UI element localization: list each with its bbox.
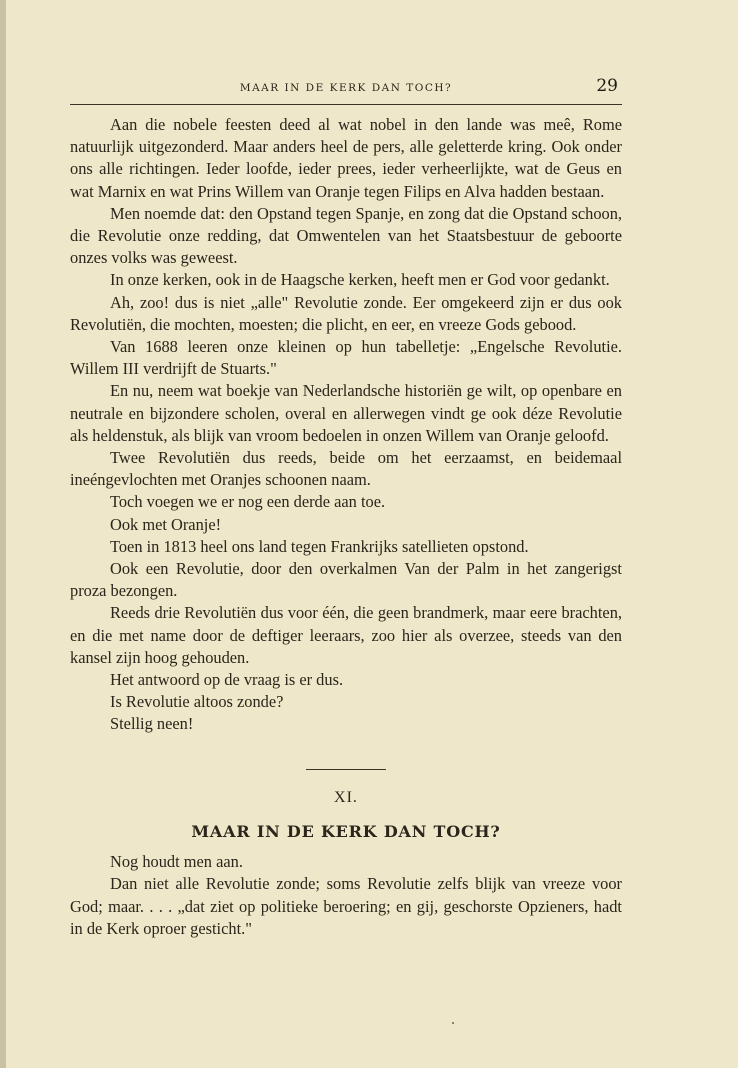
paragraph: En nu, neem wat boekje van Nederlandsche historiën ge wilt, op openbare en neutrale en bijzondere scholen, overal en allerwegen vindt ge ook déze Revolutie als heldenstuk, als blijk van vroom bedoelen in onzen Willem van Oranje geloofd. (70, 381, 622, 445)
paragraph: Van 1688 leeren onze kleinen op hun tabelletje: „Engelsche Revolutie. Willem III verdrijft de Stuarts." (70, 337, 622, 379)
paragraph: Stellig neen! (110, 714, 194, 734)
paragraph: Dan niet alle Revolutie zonde; soms Revolutie zelfs blijk van vreeze voor God; maar. . . . „dat ziet op politieke beroering; en gij, geschorste Opzieners, hadt in de Kerk oproer gesticht." (70, 874, 622, 938)
paragraph: Het antwoord op de vraag is er dus. (110, 670, 344, 690)
page-number: 29 (596, 76, 618, 96)
page-body (70, 114, 622, 940)
paragraph: Men noemde dat: den Opstand tegen Spanje, en zong dat die Opstand schoon, die Revolutie onze redding, dat Omwentelen van het Staatsbestuur de geboorte onzes volks was geweest. (70, 203, 622, 268)
paragraph: Aan die nobele feesten deed al wat nobel in den lande was meê, Rome natuurlijk uitgezonderd. Maar anders heel de pers, alle geletterde kring. Ook onder ons alle richtingen. Ieder loofde, ieder prees, ieder verheerlijkte, wat de Geus en wat Marnix en wat Prins Willem van Oranje tegen Filips en Alva hadden bestaan. (70, 115, 622, 201)
paragraph: Nog houdt men aan. (110, 852, 243, 872)
page-header (70, 76, 622, 105)
running-head: MAAR IN DE KERK DAN TOCH? (239, 82, 453, 94)
paragraph: Ook een Revolutie, door den overkalmen Van der Palm in het zangerigst proza bezongen. (70, 559, 622, 601)
paragraph: Toen in 1813 heel ons land tegen Frankrijks satellieten opstond. (110, 536, 529, 556)
chapter-title: MAAR IN DE KERK DAN TOCH? (191, 821, 501, 841)
chapter-number: XI. (334, 788, 358, 806)
paragraph: Is Revolutie altoos zonde? (110, 692, 284, 712)
paragraph: Reeds drie Revolutiën dus voor één, die geen brandmerk, maar eere brachten, en die met name door de deftiger leeraars, zoo hier als overzee, steeds van den kansel zijn hoog gehouden. (70, 603, 622, 667)
page-speck (452, 1022, 454, 1024)
paragraph: Ook met Oranje! (110, 514, 222, 534)
paragraph: Toch voegen we er nog een derde aan toe. (110, 492, 386, 512)
paragraph: Twee Revolutiën dus reeds, beide om het eerzaamst, en beidemaal ineéngevlochten met Oranjes schoonen naam. (70, 448, 622, 490)
paragraph: In onze kerken, ook in de Haagsche kerken, heeft men er God voor gedankt. (110, 270, 610, 290)
section-divider (306, 769, 386, 770)
paragraph: Ah, zoo! dus is niet „alle" Revolutie zonde. Eer omgekeerd zijn er dus ook Revolutiën, die mochten, moesten; die plicht, en eer, en vreeze Gods gebood. (70, 292, 622, 334)
